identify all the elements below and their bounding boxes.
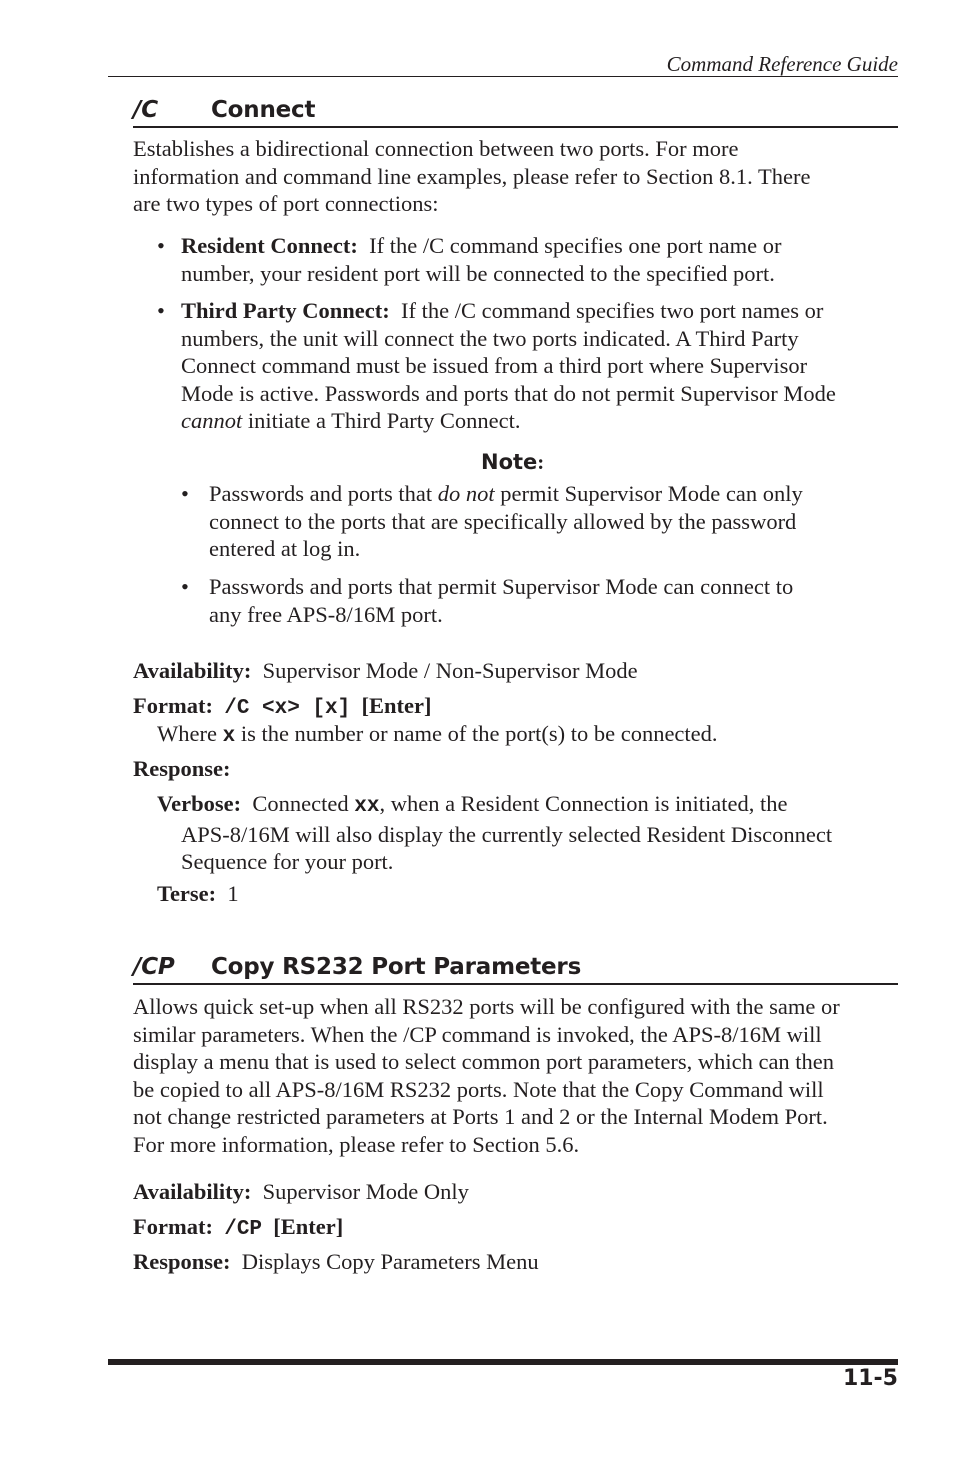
- running-head: [108, 50, 898, 77]
- intro-line: For more information, please refer to Section 5.6.: [133, 1131, 580, 1157]
- response-value: Displays Copy Parameters Menu: [241, 1249, 539, 1274]
- section-code: /CP: [133, 954, 175, 980]
- verbose-response: [157, 790, 898, 876]
- format-label: Format:: [133, 1214, 213, 1239]
- section-heading-connect: [133, 94, 898, 128]
- format-enter: [Enter]: [273, 1214, 344, 1239]
- verbose-text: Connected: [252, 791, 355, 816]
- section-title: Connect: [211, 97, 316, 123]
- note-colon: :: [537, 450, 545, 474]
- format-label: Format:: [133, 693, 213, 718]
- running-head-text: Command Reference Guide: [666, 52, 898, 76]
- note-text: any free APS-8/16M port.: [209, 601, 443, 627]
- bullet-text: number, your resident port will be connected to the specified port.: [181, 260, 775, 286]
- bullet-text: If the /C command specifies one port name or: [369, 233, 782, 258]
- section-title: Copy RS232 Port Parameters: [211, 954, 582, 980]
- bullet-text: Connect command must be issued from a third port where Supervisor: [181, 353, 808, 378]
- where-code: x: [222, 725, 236, 748]
- format-code: /CP: [224, 1218, 263, 1241]
- note-item-1: [209, 480, 889, 563]
- note-text: Passwords and ports that: [209, 481, 438, 506]
- where-text: is the number or name of the port(s) to be connected.: [235, 721, 718, 746]
- bullet-marker: •: [157, 298, 165, 323]
- intro-line: display a menu that is used to select common port parameters, which can then: [133, 1049, 835, 1074]
- bullet-text: initiate a Third Party Connect.: [242, 408, 521, 433]
- note-label: Note: [481, 450, 538, 474]
- footer-rule: [108, 1359, 898, 1365]
- connect-where: [157, 720, 718, 751]
- verbose-text: Sequence for your port.: [181, 849, 394, 874]
- availability-label: Availability:: [133, 658, 252, 683]
- emphasis: do not: [437, 481, 495, 506]
- verbose-label: Verbose:: [157, 791, 242, 816]
- bullet-text: If the /C command specifies two port names or: [400, 298, 824, 323]
- note-text: entered at log in.: [209, 536, 361, 561]
- intro-line: be copied to all APS-8/16M RS232 ports. Note that the Copy Command will: [133, 1076, 824, 1102]
- response-label: Response:: [133, 756, 231, 781]
- availability-value: Supervisor Mode / Non-Supervisor Mode: [262, 658, 638, 683]
- connect-format: [133, 692, 431, 723]
- intro-line: not change restricted parameters at Ports 1 and 2 or the Internal Modem Port.: [133, 1104, 828, 1129]
- copy-intro: [133, 993, 898, 1158]
- response-label: Response:: [133, 1249, 231, 1274]
- bullet-marker: •: [157, 233, 165, 258]
- connect-intro: [133, 135, 898, 218]
- verbose-text: APS-8/16M will also display the currently selected Resident Disconnect: [181, 821, 833, 847]
- note-bullet-marker: •: [181, 481, 189, 506]
- note-text: Passwords and ports that permit Supervisor Mode can connect to: [209, 574, 794, 599]
- section-heading-copy-rs232: [133, 951, 898, 985]
- emphasis: cannot: [181, 408, 243, 433]
- copy-availability: [133, 1178, 469, 1206]
- connect-availability: [133, 657, 638, 685]
- note-heading: [481, 450, 544, 475]
- terse-response: [157, 880, 239, 908]
- note-text: connect to the ports that are specifically allowed by the password: [209, 508, 797, 534]
- copy-format: [133, 1213, 343, 1244]
- note-item-2: [209, 573, 889, 628]
- availability-value: Supervisor Mode Only: [262, 1179, 469, 1204]
- note-text: permit Supervisor Mode can only: [494, 481, 803, 506]
- verbose-code: xx: [354, 795, 380, 818]
- intro-line: are two types of port connections:: [133, 191, 439, 216]
- intro-line: similar parameters. When the /CP command is invoked, the APS-8/16M will: [133, 1021, 822, 1047]
- format-code: /C <x> [x]: [224, 697, 351, 720]
- section-code: /C: [133, 97, 158, 123]
- bullet-label: Resident Connect:: [181, 233, 358, 258]
- bullet-label: Third Party Connect:: [181, 298, 390, 323]
- bullet-third-party-connect: [181, 297, 898, 435]
- where-text: Where: [157, 721, 223, 746]
- copy-response: [133, 1248, 539, 1276]
- availability-label: Availability:: [133, 1179, 252, 1204]
- format-enter: [Enter]: [361, 693, 432, 718]
- note-bullet-marker: •: [181, 574, 189, 599]
- bullet-resident-connect: [181, 232, 898, 287]
- intro-line: Allows quick set-up when all RS232 ports will be configured with the same or: [133, 994, 840, 1019]
- terse-value: 1: [227, 881, 239, 906]
- bullet-text: numbers, the unit will connect the two ports indicated. A Third Party: [181, 325, 799, 351]
- terse-label: Terse:: [157, 881, 217, 906]
- verbose-text: , when a Resident Connection is initiated, the: [379, 791, 788, 816]
- intro-line: information and command line examples, please refer to Section 8.1. There: [133, 163, 811, 189]
- bullet-text: Mode is active. Passwords and ports that do not permit Supervisor Mode: [181, 380, 836, 406]
- page-number: 11-5: [842, 1366, 898, 1391]
- intro-line: Establishes a bidirectional connection between two ports. For more: [133, 136, 739, 161]
